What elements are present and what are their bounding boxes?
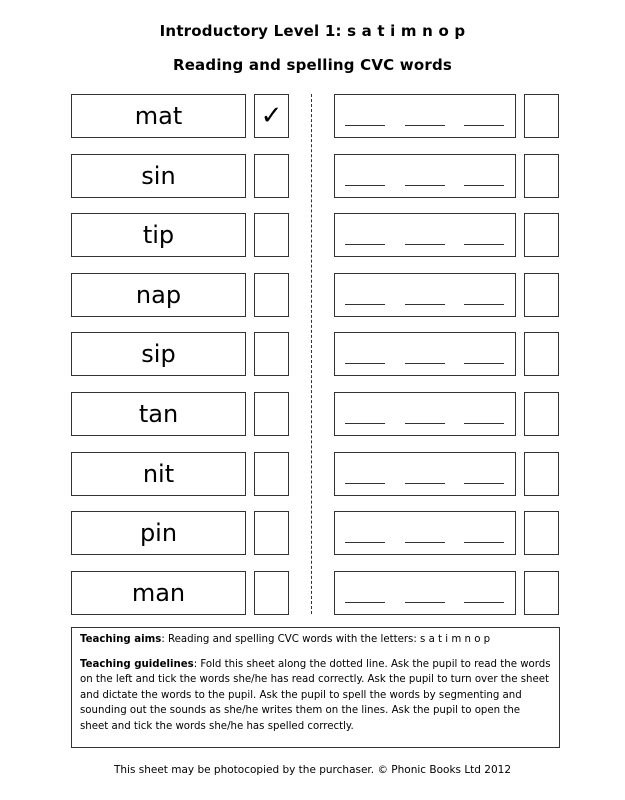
letter-blank-line [405, 542, 445, 543]
letter-blank-line [405, 423, 445, 424]
letter-blank-line [405, 244, 445, 245]
fold-dotted-line [311, 94, 312, 614]
word-box: nap [71, 273, 246, 317]
page-subtitle: Reading and spelling CVC words [172, 56, 453, 74]
spelled-tick-box[interactable] [524, 452, 559, 496]
teaching-aims [80, 632, 551, 648]
letter-blank-line [345, 602, 385, 603]
spelled-tick-box[interactable] [524, 273, 559, 317]
letter-blank-line [464, 125, 504, 126]
teaching-guidelines [80, 657, 551, 735]
read-tick-box[interactable] [254, 154, 289, 198]
letter-blank-line [464, 185, 504, 186]
letter-blank-line [464, 423, 504, 424]
footer-copyright: This sheet may be photocopied by the purchaser. © Phonic Books Ltd 2012 [113, 764, 512, 776]
spelling-lines-box [334, 94, 516, 138]
teaching-guidelines-label: Teaching guidelines [80, 658, 194, 670]
letter-blank-line [345, 423, 385, 424]
spelled-tick-box[interactable] [524, 392, 559, 436]
letter-blank-line [345, 125, 385, 126]
teaching-aims-label: Teaching aims [80, 634, 162, 645]
spelling-lines-box [334, 213, 516, 257]
word-box: tan [71, 392, 246, 436]
spelling-lines-box [334, 452, 516, 496]
letter-blank-line [464, 602, 504, 603]
read-tick-box[interactable] [254, 452, 289, 496]
letter-blank-line [345, 363, 385, 364]
letter-blank-line [345, 185, 385, 186]
letter-blank-line [405, 125, 445, 126]
word-box: man [71, 571, 246, 615]
letter-blank-line [405, 304, 445, 305]
letter-blank-line [405, 185, 445, 186]
read-tick-box[interactable] [254, 392, 289, 436]
letter-blank-line [405, 602, 445, 603]
spelling-lines-box [334, 332, 516, 376]
word-box: tip [71, 213, 246, 257]
teaching-guidelines-text: : Fold this sheet along the dotted line. Ask the pupil to read the words on the left and tick the words she/he has read correctly. Ask the pupil to turn over the sheet and dictate the words to the pupil. Ask the pupil to spell the words by segmenting and sounding out the sounds as she/he writes them on the lines. Ask the pupil to open the sheet and tick the words she/he has spelled correctly. [80, 658, 551, 732]
spelled-tick-box[interactable] [524, 511, 559, 555]
spelled-tick-box[interactable] [524, 94, 559, 138]
word-box: nit [71, 452, 246, 496]
letter-blank-line [405, 483, 445, 484]
spelling-lines-box [334, 154, 516, 198]
word-box: mat [71, 94, 246, 138]
teaching-aims-text: : Reading and spelling CVC words with the letters: s a t i m n o p [161, 634, 491, 645]
letter-blank-line [464, 304, 504, 305]
spelling-lines-box [334, 392, 516, 436]
word-box: pin [71, 511, 246, 555]
word-box: sip [71, 332, 246, 376]
spelled-tick-box[interactable] [524, 571, 559, 615]
letter-blank-line [464, 483, 504, 484]
read-tick-box[interactable] [254, 571, 289, 615]
spelling-lines-box [334, 571, 516, 615]
page-title: Introductory Level 1: s a t i m n o p [159, 22, 466, 40]
read-tick-box[interactable]: ✓ [254, 94, 289, 138]
letter-blank-line [464, 542, 504, 543]
read-tick-box[interactable] [254, 213, 289, 257]
letter-blank-line [345, 304, 385, 305]
letter-blank-line [464, 244, 504, 245]
spelled-tick-box[interactable] [524, 332, 559, 376]
letter-blank-line [345, 244, 385, 245]
spelled-tick-box[interactable] [524, 154, 559, 198]
read-tick-box[interactable] [254, 511, 289, 555]
letter-blank-line [405, 363, 445, 364]
letter-blank-line [464, 363, 504, 364]
spelled-tick-box[interactable] [524, 213, 559, 257]
spelling-lines-box [334, 273, 516, 317]
letter-blank-line [345, 542, 385, 543]
letter-blank-line [345, 483, 385, 484]
word-box: sin [71, 154, 246, 198]
spelling-lines-box [334, 511, 516, 555]
read-tick-box[interactable] [254, 273, 289, 317]
read-tick-box[interactable] [254, 332, 289, 376]
teaching-notes [71, 627, 560, 748]
